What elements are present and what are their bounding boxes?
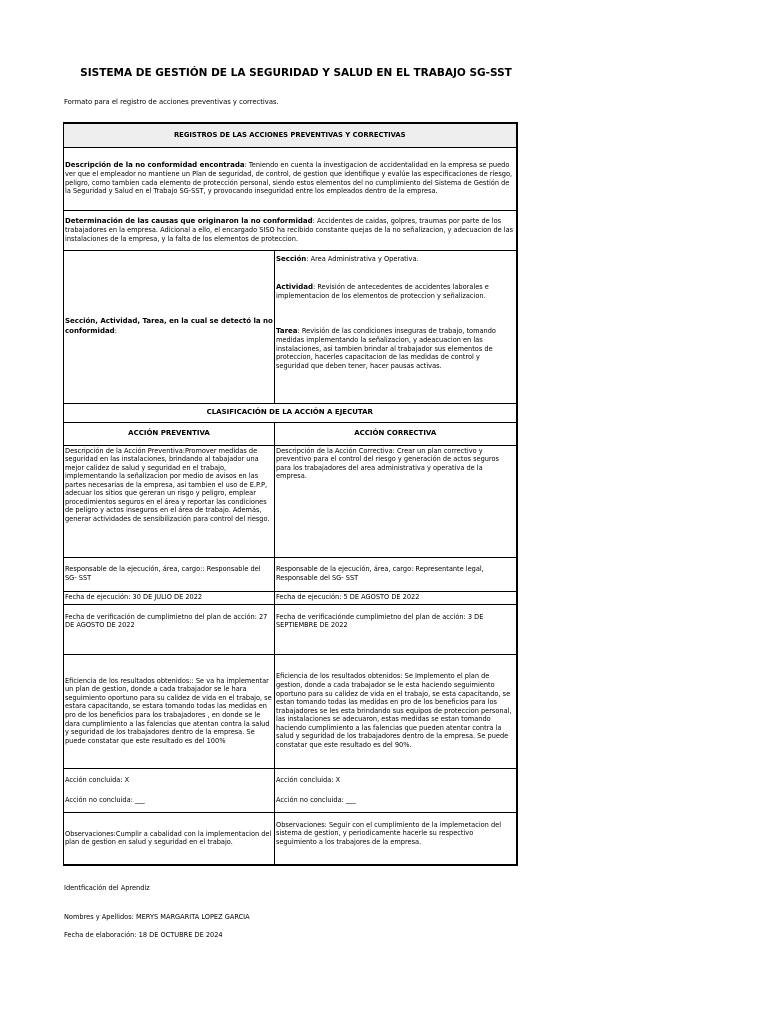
section-text: : Area Administrativa y Operativa.: [306, 254, 419, 263]
table-header: REGISTROS DE LAS ACCIONES PREVENTIVAS Y CORRECTIVAS: [64, 123, 517, 147]
corrective-description: Descripción de la Acción Correctiva: Crear un plan correctivo y preventivo para el control del riesgo y generación de actos seguros para los trabajadores del area administrativa y operativa de la empresa.: [275, 445, 517, 557]
corrective-status-cell: [275, 768, 517, 812]
elaboration-date: Fecha de elaboración: 18 DE OCTUBRE DE 2024: [64, 931, 223, 939]
section-detail-cell: [275, 250, 517, 403]
section-question-tail: :: [114, 326, 117, 335]
preventive-not-concluded: Acción no concluida: ___: [65, 795, 145, 804]
nonconformity-description-label: Descripción de la no conformidad encontrada: [65, 161, 245, 170]
activity-block: [276, 283, 515, 301]
section-question-cell: [64, 250, 275, 403]
nonconformity-description-cell: [64, 147, 517, 210]
causes-label: Determinación de las causas que originaron la no conformidad: [65, 216, 313, 225]
corrective-not-concluded: Acción no concluida: ___: [276, 795, 356, 804]
preventive-concluded: Acción concluida: X: [65, 775, 130, 784]
apprentice-identification-label: Identficación del Aprendiz: [64, 884, 150, 892]
corrective-responsible: Responsable de la ejecución, área, cargo: Representante legal, Responsable del SG- SST: [275, 557, 517, 591]
preventive-description: Descripción de la Acción Preventiva:Promover medidas de seguridad en las instalaciones, brindando al tabajador una mejor calidez de salud y seguridad en el trabajo, implementando la señalizacion por medio de avisos en las partes necesarias de la empresa, asi tambien el uso de E.P.P, adecuar los sitios que gereran un risgo y peligro, emplear procedimientos seguros en el área y reportar las condiciones de peligro y actos inseguros en el área de trabajo. Además, generar actividades de sensibilización para control del riesgo.: [64, 445, 275, 557]
page-subtitle: Formato para el registro de acciones preventivas y correctivas.: [64, 98, 279, 106]
activity-label: Actividad: [276, 282, 314, 291]
preventive-verification-date: Fecha de verificación de cumplimietno del plan de acción: 27 DE AGOSTO DE 2022: [64, 604, 275, 654]
section-block: [276, 255, 515, 264]
corrective-action-header: ACCIÓN CORRECTIVA: [275, 422, 517, 445]
causes-cell: [64, 210, 517, 250]
corrective-concluded: Acción concluida: X: [276, 775, 341, 784]
corrective-verification-date: Fecha de verificaciónde cumplimietno del plan de acción: 3 DE SEPTIEMBRE DE 2022: [275, 604, 517, 654]
task-label: Tarea: [276, 327, 298, 336]
preventive-execution-date: Fecha de ejecución: 30 DE JULIO DE 2022: [64, 591, 275, 604]
task-text: : Revisión de las condiciones inseguras de trabajo, tomando medidas implementando la señalizacion, y adeacuacion en las instalaciones, asi tambien brindar al trabajador sus elementos de proteccion, hacerles capacitacion de las medidas de control y seguridad que deben tener, hacer pausas activas.: [276, 327, 496, 371]
causes-text: : Accidentes de caidas, golpres, traumas por parte de los trabajadores en la empresa. Adicional a ello, el encargado SISO ha recibido constante quejas de la no señalizacion, y adecuacion de las instalaciones de la empresa, y la falta de los elementos de proteccion.: [65, 216, 514, 243]
activity-text: : Revisión de antecedentes de accidentes laborales e implementacion de los elementos de proteccion y señalizacion.: [276, 282, 489, 300]
actions-register-table: [63, 122, 518, 866]
preventive-action-header: ACCIÓN PREVENTIVA: [64, 422, 275, 445]
corrective-observations: Observaciones: Seguir con el cumplimiento de la implemetacion del sistema de gestion, y periodicamente hacerle su respectivo seguimiento a los trabajores de la empresa.: [275, 812, 517, 865]
preventive-responsible: Responsable de la ejecución, área, cargo:: Responsable del SG- SST: [64, 557, 275, 591]
page-title: SISTEMA DE GESTIÓN DE LA SEGURIDAD Y SALUD EN EL TRABAJO SG-SST: [80, 67, 512, 79]
section-question-label: Sección, Actividad, Tarea, en la cual se detectó la no conformidad: [65, 317, 273, 335]
section-label: Sección: [276, 254, 307, 263]
task-block: [276, 327, 515, 370]
preventive-efficiency: Eficiencia de los resultados obtenidos:: Se va ha implementar un plan de gestion, donde a cada trabajador se le hara seguimiento oportuno para su calidez de vida en el trabajo, se estara capacitando, se estara tomando todas las medidas en pro de los beneficios para los trabajadores , en donde se le dara cumplimiento a las falencias que atentan contra la salud y seguridad de los trabajadores dentro de la empresa. Se puede constatar que este resultado es del 100%: [64, 654, 275, 768]
nonconformity-description-text: : Teniendo en cuenta la investigacion de accidentalidad en la empresa se puedo ver que el empleador no mantiene un Plan de seguridad, de control, de gestion que identifique y evalúe las especificaciones de riesgo, peligro, como tambien cada elemento de protección personal, siendo estos elementos del no cumplimiento del Sistema de Gestión de la Seguridad y Salud en el Trabajo SG-SST, y provocando inseguridad entre los empleados dentro de la empresa.: [65, 161, 513, 196]
classification-header: CLASIFICACIÓN DE LA ACCIÓN A EJECUTAR: [64, 403, 517, 422]
preventive-status-cell: [64, 768, 275, 812]
corrective-execution-date: Fecha de ejecución: 5 DE AGOSTO DE 2022: [275, 591, 517, 604]
preventive-observations: Observaciones:Cumplir a cabalidad con la implementacion del plan de gestion en salud y seguridad en el trabajo.: [64, 812, 275, 865]
corrective-efficiency: Eficiencia de los resultados obtenidos: Se Implemento el plan de gestion, donde a cada trabajador se le esta haciendo seguimiento oportuno para su calidez de vida en el trabajo, se esta capacitando, se estan tomando todas las medidas en pro de los beneficios para los trabajadores se les esta brindando sus equipos de proteccion personal, las instalaciones se adecuaron, estas medidas se estan tomando haciendo cumplimiento a las falencias que pueden atentar contra la salud y seguridad de los trabajadores dentro de la empresa. Se puede constatar que este resultado es del 90%.: [275, 654, 517, 768]
apprentice-name: Nombres y Apellidos: MERYS MARGARITA LOPEZ GARCIA: [64, 913, 250, 921]
